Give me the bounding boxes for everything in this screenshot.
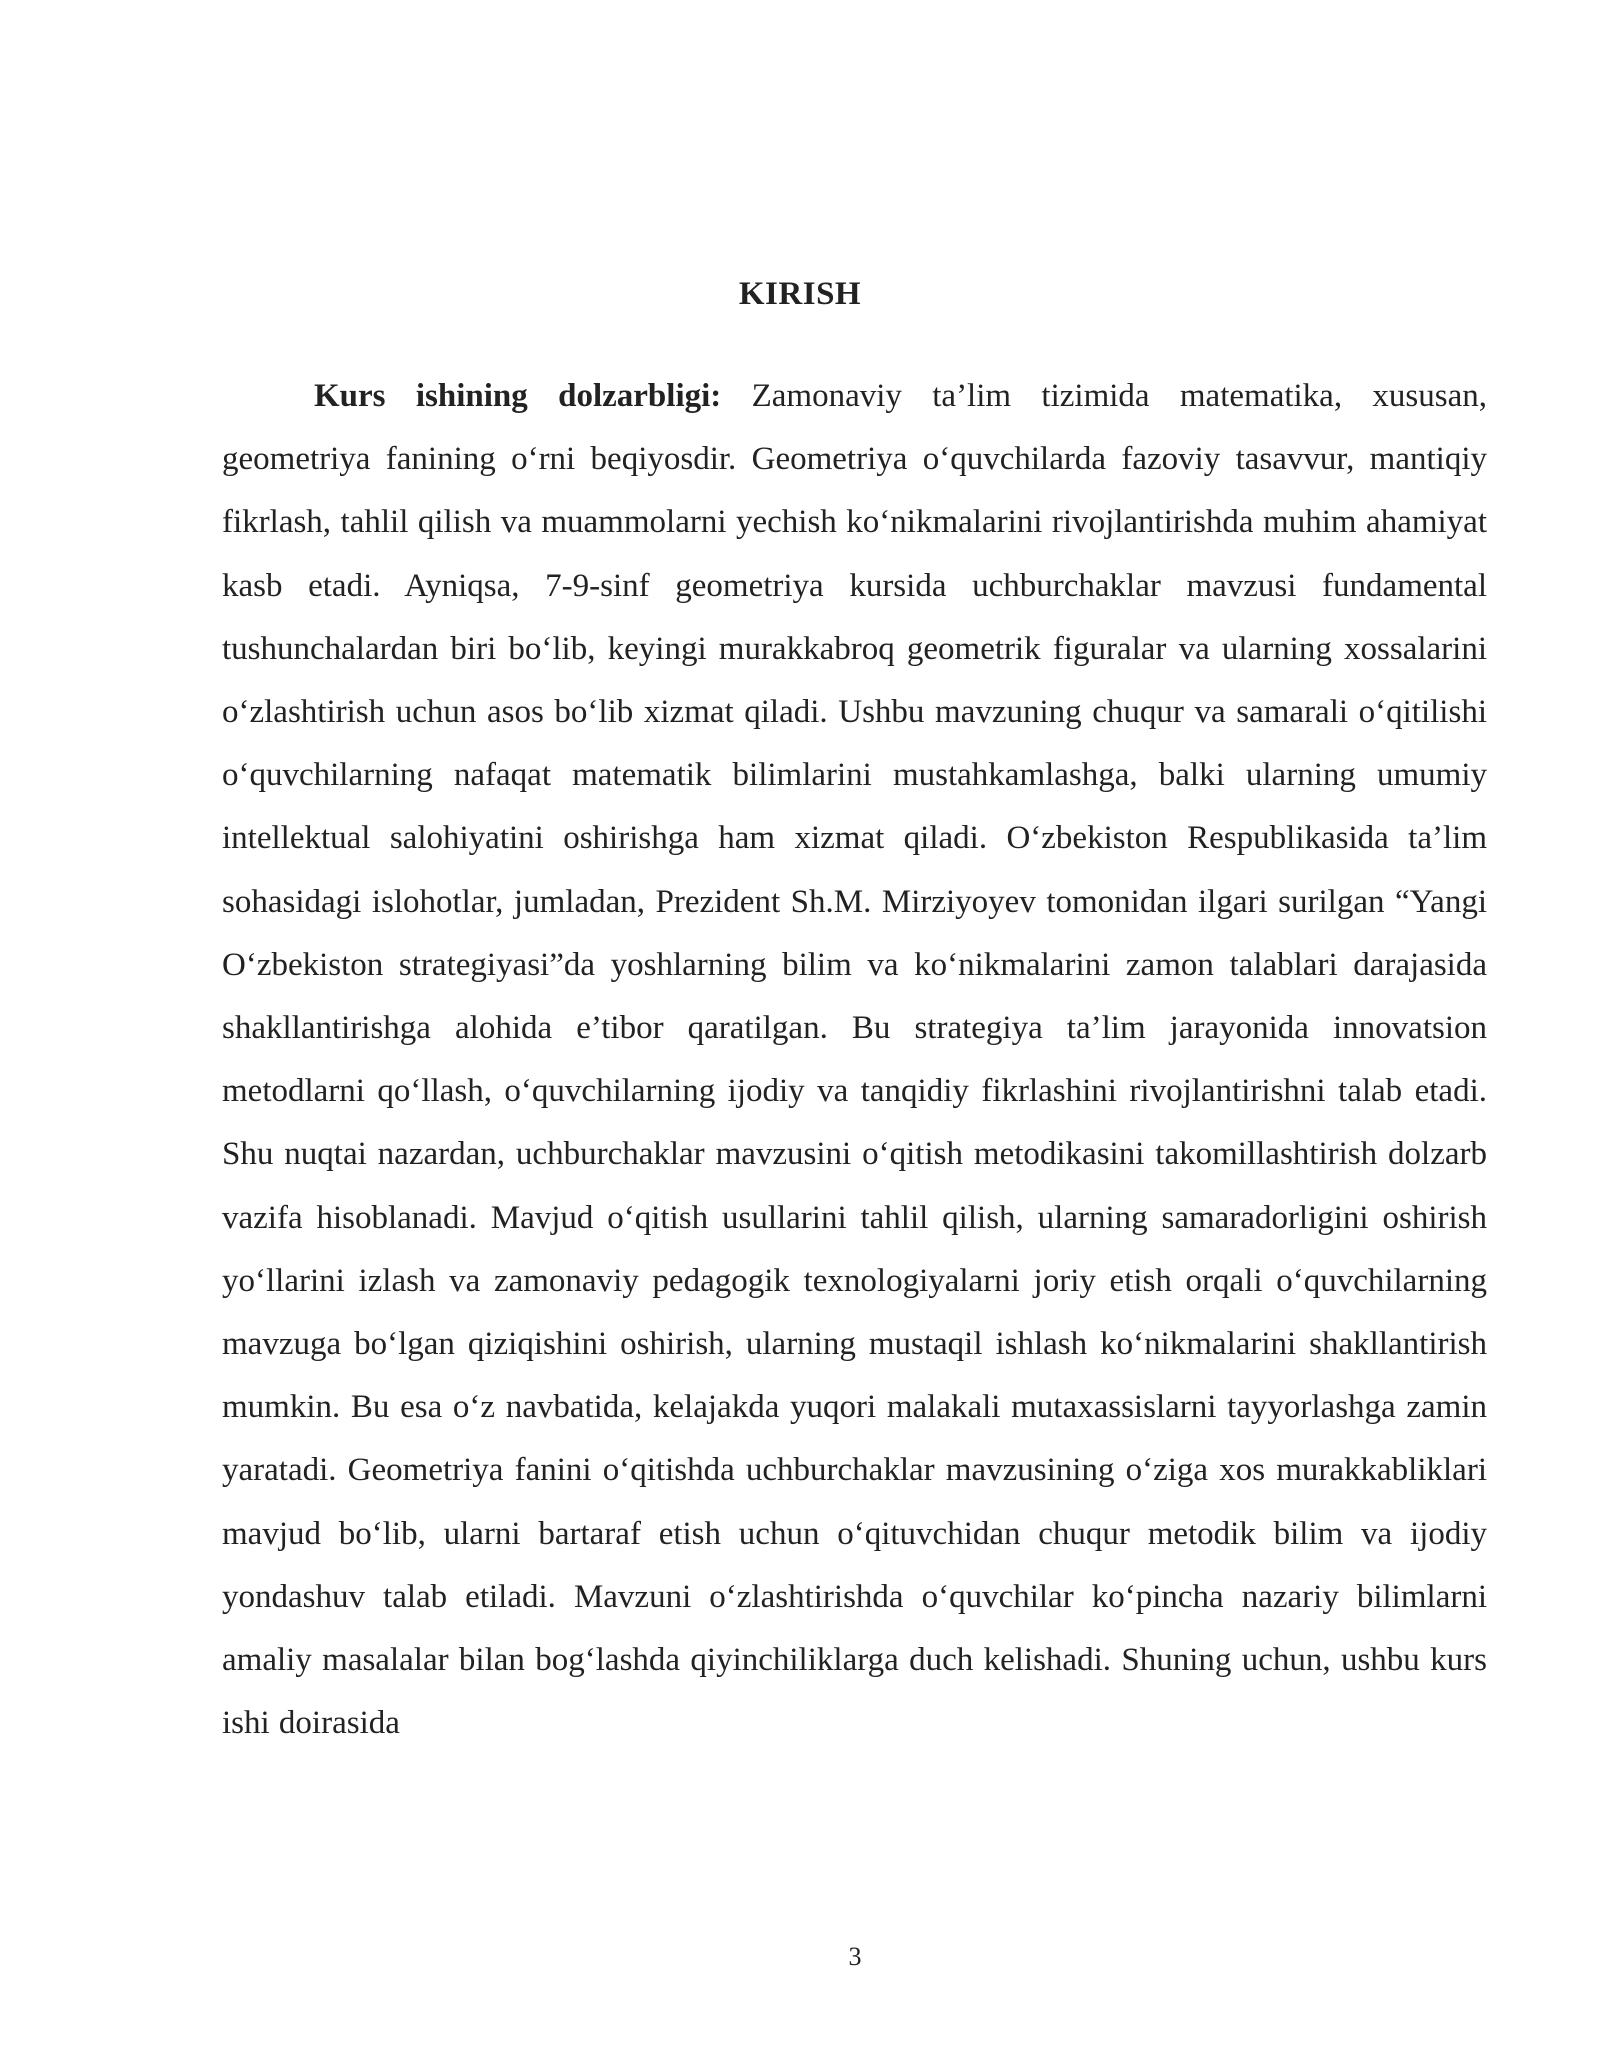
paragraph-text: Zamonaviy ta’lim tizimida matematika, xususan, geometriya fanining o‘rni beqiyosdir. Geometriya o‘quvchilarda fazoviy tasavvur, mantiqiy fikrlash, tahlil qilish va muammolarni yechish ko‘nikmalarini rivojlantirishda muhim ahamiyat kasb etadi. Ayniqsa, 7-9-sinf geometriya kursida uchburchaklar mavzusi fundamental tushunchalardan biri bo‘lib, keyingi murakkabroq geometrik figuralar va ularning xossalarini o‘zlashtirish uchun asos bo‘lib xizmat qiladi. Ushbu mavzuning chuqur va samarali o‘qitilishi o‘quvchilarning nafaqat matematik bilimlarini mustahkamlashga, balki ularning umumiy intellektual salohiyatini oshirishga ham xizmat qiladi. O‘zbekiston Respublikasida ta’lim sohasidagi islohotlar, jumladan, Prezident Sh.M. Mirziyoyev tomonidan ilgari surilgan “Yangi O‘zbekiston strategiyasi”da yoshlarning bilim va ko‘nikmalarini zamon talablari darajasida shakllantirishga alohida e’tibor qaratilgan. Bu strategiya ta’lim jarayonida innovatsion metodlarni qo‘llash, o‘quvchilarning ijodiy va tanqidiy fikrlashini rivojlantirishni talab etadi. Shu nuqtai nazardan, uchburchaklar mavzusini o‘qitish metodikasini takomillashtirish dolzarb vazifa hisoblanadi. Mavjud o‘qitish usullarini tahlil qilish, ularning samaradorligini oshirish yo‘llarini izlash va zamonaviy pedagogik texnologiyalarni joriy etish orqali o‘quvchilarning mavzuga bo‘lgan qiziqishini oshirish, ularning mustaqil ishlash ko‘nikmalarini shakllantirish mumkin. Bu esa o‘z navbatida, kelajakda yuqori malakali mutaxassislarni tayyorlashga zamin yaratadi. Geometriya fanini o‘qitishda uchburchaklar mavzusining o‘ziga xos murakkabliklari mavjud bo‘lib, ularni bartaraf etish uchun o‘qituvchidan chuqur metodik bilim va ijodiy yondashuv talab etiladi. Mavzuni o‘zlashtirishda o‘quvchilar ko‘pincha nazariy bilimlarni amaliy masalalar bilan bog‘lashda qiyinchiliklarga duch kelishadi. Shuning uchun, ushbu kurs ishi doirasida [222, 378, 1487, 1742]
page-title: KIRISH [738, 276, 862, 312]
page-number: 3 [848, 1942, 862, 1971]
paragraph-lead: Kurs ishining dolzarbligi: [314, 378, 722, 414]
body-paragraph [222, 365, 1487, 1755]
